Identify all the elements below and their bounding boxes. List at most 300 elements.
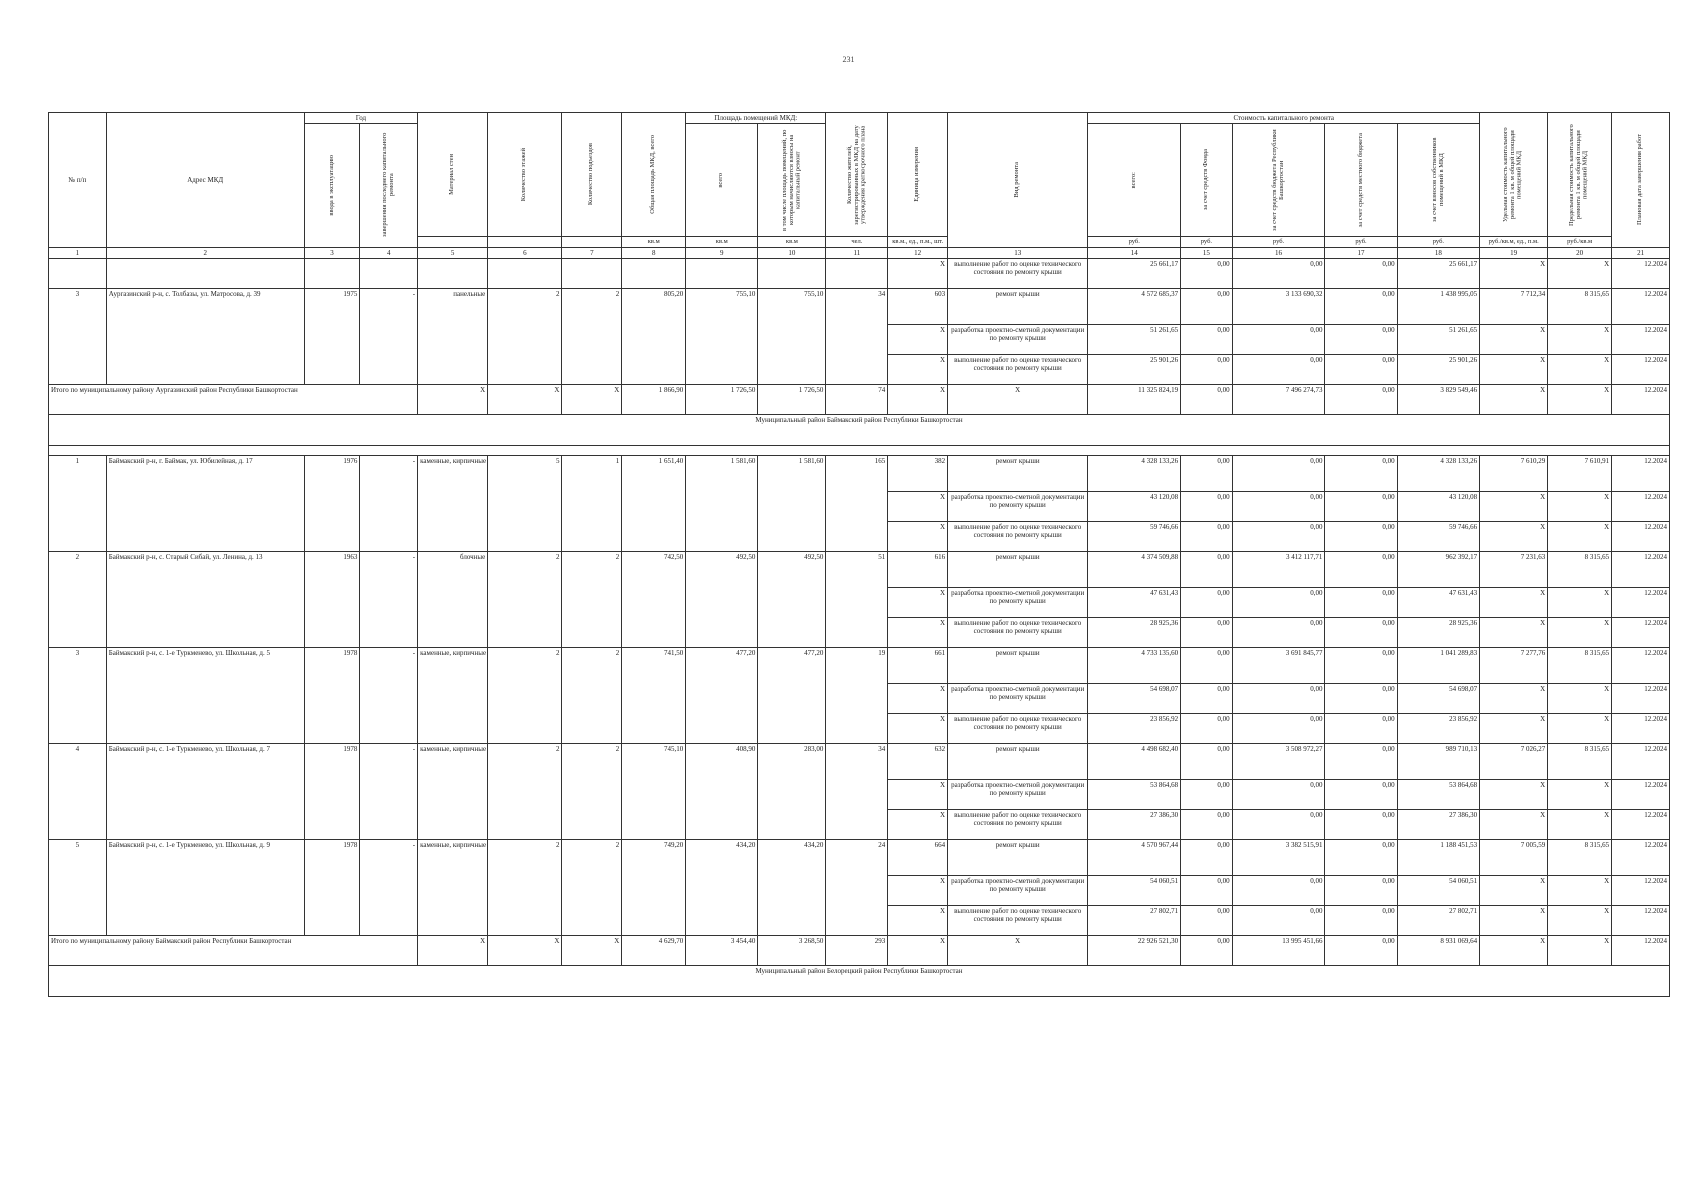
cell-unit-cost: X [1480,779,1548,809]
cell-local: 0,00 [1325,521,1397,551]
cell-empty [488,258,562,288]
cell-date: 12.2024 [1612,455,1670,491]
spacer-row [49,445,1670,455]
cell-total: 4 328 133,26 [1088,455,1181,491]
cell-residents: 165 [826,455,888,551]
header-date: Плановая дата завершения работ [1612,113,1670,248]
cell-rb: 3 382 515,91 [1232,839,1325,875]
cell-unit: X [888,354,948,384]
cell-wall: каменные, кирпичные [418,647,488,743]
cell-limit: X [1548,521,1612,551]
cell-no: 1 [49,455,107,551]
cell-wall: X [418,384,488,414]
cell-fund: 0,00 [1181,905,1233,935]
cell-owners: 989 710,13 [1397,743,1480,779]
cell-repair-year: - [360,551,418,647]
cell-unit: 603 [888,288,948,324]
cell-total-area: 805,20 [622,288,686,384]
cell-wall: каменные, кирпичные [418,839,488,935]
cell-rb: 0,00 [1232,809,1325,839]
cell-unit-cost: X [1480,491,1548,521]
cell-local: 0,00 [1325,839,1397,875]
cell-area-all: 3 454,40 [686,935,758,965]
cell-owners: 53 864,68 [1397,779,1480,809]
cell-unit: X [888,324,948,354]
cell-entrances: 2 [562,647,622,743]
cell-total: 25 901,26 [1088,354,1181,384]
cell-residents: 34 [826,743,888,839]
cell-unit-cost: 7 277,76 [1480,647,1548,683]
cell-floors: 2 [488,743,562,839]
cell-date: 12.2024 [1612,384,1670,414]
capital-repair-table [48,112,1670,997]
cell-work: разработка проектно-сметной документации по ремонту крыши [948,683,1088,713]
cell-empty [758,258,826,288]
cell-rb: 0,00 [1232,491,1325,521]
cell-area-all: 477,20 [686,647,758,743]
cell-owners: 1 438 995,05 [1397,288,1480,324]
cell-limit: X [1548,905,1612,935]
cell-total: 28 925,36 [1088,617,1181,647]
cell-address: Баймакский р-н, с. Старый Сибай, ул. Ленина, д. 13 [106,551,304,647]
cell-empty [49,258,107,288]
cell-area-fee: 434,20 [758,839,826,935]
cell-work: ремонт крыши [948,455,1088,491]
cell-owners: 25 901,26 [1397,354,1480,384]
cell-unit: 661 [888,647,948,683]
cell-unit: 382 [888,455,948,491]
cell-unit: X [888,779,948,809]
cell-total: 4 570 967,44 [1088,839,1181,875]
cell-unit: X [888,587,948,617]
cell-local: 0,00 [1325,324,1397,354]
header-cost-fund: за счет средств Фонда [1181,124,1233,237]
cell-floors: 2 [488,839,562,935]
cell-total: 43 120,08 [1088,491,1181,521]
header-work: Вид ремонта [948,113,1088,248]
cell-repair-year: - [360,455,418,551]
section-row [49,965,1670,996]
cell-local: 0,00 [1325,683,1397,713]
cell-area-fee: 492,50 [758,551,826,647]
cell-empty [304,258,360,288]
cell-total: 4 498 682,40 [1088,743,1181,779]
header-cost-total: всего: [1088,124,1181,237]
cell-work: разработка проектно-сметной документации по ремонту крыши [948,779,1088,809]
cell-unit: X [888,491,948,521]
cell-unit-cost: 7 026,27 [1480,743,1548,779]
cell-work: разработка проектно-сметной документации по ремонту крыши [948,587,1088,617]
cell-unit-cost: X [1480,905,1548,935]
header-area-all: всего [686,124,758,237]
cell-unit: 664 [888,839,948,875]
table-row [49,551,1670,587]
header-cost-rb: за счет средств бюджета Республики Башкортостан [1232,124,1325,237]
cell-date: 12.2024 [1612,354,1670,384]
cell-fund: 0,00 [1181,587,1233,617]
cell-fund: 0,00 [1181,455,1233,491]
cell-work: выполнение работ по оценке технического состояния по ремонту крыши [948,258,1088,288]
cell-date: 12.2024 [1612,288,1670,324]
cell-work: ремонт крыши [948,647,1088,683]
cell-fund: 0,00 [1181,521,1233,551]
cell-limit: X [1548,809,1612,839]
cell-rb: 0,00 [1232,683,1325,713]
cell-fund: 0,00 [1181,743,1233,779]
cell-floors: 2 [488,551,562,647]
cell-fund: 0,00 [1181,875,1233,905]
cell-empty [49,445,1670,455]
header-group-year: Год [304,113,417,124]
cell-work: разработка проектно-сметной документации по ремонту крыши [948,324,1088,354]
header-wall: Материал стен [418,113,488,237]
cell-area-all: 434,20 [686,839,758,935]
cell-limit: 8 315,65 [1548,743,1612,779]
cell-rb: 0,00 [1232,617,1325,647]
header-total-area: Общая площадь МКД, всего [622,113,686,237]
cell-no: 2 [49,551,107,647]
cell-entr: X [562,384,622,414]
cell-owners: 4 328 133,26 [1397,455,1480,491]
cell-residents: 293 [826,935,888,965]
cell-total: 22 926 521,30 [1088,935,1181,965]
cell-owners: 43 120,08 [1397,491,1480,521]
cell-work: ремонт крыши [948,551,1088,587]
cell-fund: 0,00 [1181,935,1233,965]
cell-fund: 0,00 [1181,839,1233,875]
cell-total: 4 374 509,88 [1088,551,1181,587]
cell-entrances: 2 [562,551,622,647]
cell-unit-cost: 7 610,29 [1480,455,1548,491]
cell-residents: 74 [826,384,888,414]
table-row [49,647,1670,683]
header-group-area: Площадь помещений МКД: [686,113,826,124]
cell-area-all: 492,50 [686,551,758,647]
cell-rb: 0,00 [1232,905,1325,935]
cell-unit-cost: X [1480,809,1548,839]
header-area-fee: в том числе площадь помещений, по которым начисляются взносы на капитальный ремонт [758,124,826,237]
cell-owners: 8 931 069,64 [1397,935,1480,965]
cell-address: Аургазинский р-н, с. Толбазы, ул. Матросова, д. 39 [106,288,304,384]
cell-empty [418,258,488,288]
cell-limit: X [1548,779,1612,809]
cell-local: 0,00 [1325,288,1397,324]
cell-unit-cost: 7 712,34 [1480,288,1548,324]
cell-unit-cost: 7 005,59 [1480,839,1548,875]
cell-floors: 2 [488,647,562,743]
cell-unit: X [888,905,948,935]
cell-limit: 7 610,91 [1548,455,1612,491]
cell-local: 0,00 [1325,647,1397,683]
cell-limit: X [1548,384,1612,414]
cell-unit: 616 [888,551,948,587]
cell-no: 5 [49,839,107,935]
cell-limit: X [1548,354,1612,384]
cell-year: 1978 [304,839,360,935]
cell-unit: X [888,521,948,551]
cell-unit-cost: X [1480,521,1548,551]
cell-work: выполнение работ по оценке технического состояния по ремонту крыши [948,809,1088,839]
cell-rb: 3 412 117,71 [1232,551,1325,587]
cell-year: 1978 [304,647,360,743]
cell-local: 0,00 [1325,384,1397,414]
cell-empty [562,258,622,288]
cell-limit: 8 315,65 [1548,839,1612,875]
cell-limit: X [1548,258,1612,288]
cell-year: 1975 [304,288,360,384]
total-row [49,935,1670,965]
cell-local: 0,00 [1325,551,1397,587]
cell-limit: 8 315,65 [1548,288,1612,324]
cell-limit: X [1548,713,1612,743]
cell-date: 12.2024 [1612,839,1670,875]
cell-area-fee: 755,10 [758,288,826,384]
table-header [49,113,1670,259]
cell-total: 27 386,30 [1088,809,1181,839]
cell-date: 12.2024 [1612,743,1670,779]
cell-work: X [948,935,1088,965]
column-numbers-row: 1 2 3 4 5 6 7 8 9 10 11 12 13 14 15 16 17 18 19 20 21 [49,247,1670,258]
table-body [49,258,1670,996]
cell-owners: 23 856,92 [1397,713,1480,743]
cell-date: 12.2024 [1612,809,1670,839]
cell-wall: каменные, кирпичные [418,743,488,839]
table-row [49,839,1670,875]
cell-fund: 0,00 [1181,683,1233,713]
cell-rb: 0,00 [1232,587,1325,617]
cell-empty [686,258,758,288]
cell-no: 4 [49,743,107,839]
cell-local: 0,00 [1325,809,1397,839]
cell-entrances: 2 [562,839,622,935]
cell-wall: блочные [418,551,488,647]
cell-rb: 0,00 [1232,521,1325,551]
cell-total: 51 261,65 [1088,324,1181,354]
cell-entr: X [562,935,622,965]
cell-rb: 3 508 972,27 [1232,743,1325,779]
header-floors: Количество этажей [488,113,562,237]
cell-local: 0,00 [1325,455,1397,491]
cell-limit: 8 315,65 [1548,551,1612,587]
cell-local: 0,00 [1325,875,1397,905]
cell-area-all: 1 726,50 [686,384,758,414]
cell-fund: 0,00 [1181,551,1233,587]
table-row [49,288,1670,324]
cell-date: 12.2024 [1612,905,1670,935]
cell-fund: 0,00 [1181,647,1233,683]
cell-floors: 5 [488,455,562,551]
header-no: № п/п [49,113,107,248]
cell-total: 25 661,17 [1088,258,1181,288]
cell-repair-year: - [360,743,418,839]
header-address: Адрес МКД [106,113,304,248]
section-row [49,414,1670,445]
cell-owners: 54 060,51 [1397,875,1480,905]
cell-total: 53 864,68 [1088,779,1181,809]
cell-fund: 0,00 [1181,324,1233,354]
units-row: кв.м кв.м кв.м чел. кв.м., ед., п.м., шт. руб. руб. руб. руб. руб. руб./кв.м, ед., п.м. руб./кв.м [49,237,1670,247]
cell-limit: X [1548,587,1612,617]
cell-unit-cost: X [1480,875,1548,905]
cell-fund: 0,00 [1181,258,1233,288]
cell-work: выполнение работ по оценке технического состояния по ремонту крыши [948,354,1088,384]
cell-total-area: 1 651,40 [622,455,686,551]
cell-fund: 0,00 [1181,354,1233,384]
cell-area-fee: 1 726,50 [758,384,826,414]
cell-owners: 51 261,65 [1397,324,1480,354]
cell-limit: 8 315,65 [1548,647,1612,683]
cell-limit: X [1548,324,1612,354]
cell-unit: X [888,713,948,743]
cell-total: 11 325 824,19 [1088,384,1181,414]
cell-unit-cost: X [1480,354,1548,384]
cell-unit: X [888,809,948,839]
cell-date: 12.2024 [1612,875,1670,905]
cell-floors: 2 [488,288,562,384]
cell-owners: 54 698,07 [1397,683,1480,713]
cell-year: 1963 [304,551,360,647]
header-residents: Количество жителей, зарегистрированных в МКД на дату утверждения краткосрочного плана [826,113,888,237]
cell-owners: 27 802,71 [1397,905,1480,935]
cell-date: 12.2024 [1612,713,1670,743]
table-row [49,455,1670,491]
cell-work: ремонт крыши [948,288,1088,324]
cell-fund: 0,00 [1181,617,1233,647]
cell-fund: 0,00 [1181,491,1233,521]
header-group-cost: Стоимость капитального ремонта [1088,113,1480,124]
cell-owners: 3 829 549,46 [1397,384,1480,414]
cell-address: Баймакский р-н, с. 1-е Туркменево, ул. Школьная, д. 7 [106,743,304,839]
cell-local: 0,00 [1325,491,1397,521]
cell-address: Баймакский р-н, с. 1-е Туркменево, ул. Школьная, д. 9 [106,839,304,935]
cell-rb: 0,00 [1232,354,1325,384]
cell-local: 0,00 [1325,258,1397,288]
cell-unit-cost: X [1480,384,1548,414]
cell-repair-year: - [360,288,418,384]
cell-residents: 19 [826,647,888,743]
cell-rb: 0,00 [1232,713,1325,743]
cell-unit-cost: X [1480,587,1548,617]
cell-total: 54 698,07 [1088,683,1181,713]
cell-unit-cost: X [1480,713,1548,743]
cell-limit: X [1548,683,1612,713]
cell-entrances: 2 [562,288,622,384]
cell-date: 12.2024 [1612,779,1670,809]
cell-rb: 3 133 690,32 [1232,288,1325,324]
cell-total: 4 733 135,60 [1088,647,1181,683]
cell-date: 12.2024 [1612,258,1670,288]
cell-local: 0,00 [1325,905,1397,935]
cell-unit: X [888,258,948,288]
cell-limit: X [1548,875,1612,905]
cell-unit: X [888,935,948,965]
header-unit-cost: Удельная стоимость капитального ремонта 1 кв. м общей площади помещений МКД [1480,113,1548,237]
cell-rb: 0,00 [1232,258,1325,288]
cell-total-area: 741,50 [622,647,686,743]
cell-empty [826,258,888,288]
cell-limit: X [1548,935,1612,965]
cell-rb: 13 995 451,66 [1232,935,1325,965]
cell-total: 4 572 685,37 [1088,288,1181,324]
cell-local: 0,00 [1325,713,1397,743]
cell-work: выполнение работ по оценке технического состояния по ремонту крыши [948,521,1088,551]
cell-total-label: Итого по муниципальному району Аургазинский район Республики Башкортостан [49,384,418,414]
cell-total-area: 4 629,70 [622,935,686,965]
cell-owners: 47 631,43 [1397,587,1480,617]
cell-fund: 0,00 [1181,713,1233,743]
header-year-repair: завершения последнего капитального ремонта [360,124,418,247]
cell-wall: X [418,935,488,965]
cell-owners: 25 661,17 [1397,258,1480,288]
cell-unit-cost: X [1480,617,1548,647]
header-cost-local: за счет средств местного бюджета [1325,124,1397,237]
cell-unit: X [888,617,948,647]
cell-total: 23 856,92 [1088,713,1181,743]
cell-rb: 0,00 [1232,324,1325,354]
cell-wall: каменные, кирпичные [418,455,488,551]
cell-date: 12.2024 [1612,324,1670,354]
cell-total-area: 742,50 [622,551,686,647]
header-year-commission: ввода в эксплуатацию [304,124,360,247]
cell-empty [106,258,304,288]
cell-local: 0,00 [1325,935,1397,965]
cell-unit-cost: X [1480,324,1548,354]
cell-residents: 51 [826,551,888,647]
cell-entrances: 1 [562,455,622,551]
cell-address: Баймакский р-н, с. 1-е Туркменево, ул. Школьная, д. 5 [106,647,304,743]
table-row [49,258,1670,288]
cell-owners: 962 392,17 [1397,551,1480,587]
cell-date: 12.2024 [1612,491,1670,521]
cell-total-area: 1 866,90 [622,384,686,414]
cell-work: выполнение работ по оценке технического состояния по ремонту крыши [948,713,1088,743]
cell-area-all: 408,90 [686,743,758,839]
section-title: Муниципальный район Баймакский район Республики Башкортостан [49,414,1670,445]
cell-fund: 0,00 [1181,384,1233,414]
cell-area-fee: 1 581,60 [758,455,826,551]
cell-rb: 0,00 [1232,875,1325,905]
total-row [49,384,1670,414]
table-row [49,743,1670,779]
cell-unit-cost: X [1480,935,1548,965]
cell-unit: X [888,384,948,414]
cell-local: 0,00 [1325,779,1397,809]
cell-total: 47 631,43 [1088,587,1181,617]
cell-work: выполнение работ по оценке технического состояния по ремонту крыши [948,905,1088,935]
cell-address: Баймакский р-н, г. Баймак, ул. Юбилейная, д. 17 [106,455,304,551]
cell-area-fee: 477,20 [758,647,826,743]
header-entrances: Количество подъездов [562,113,622,237]
cell-date: 12.2024 [1612,683,1670,713]
cell-local: 0,00 [1325,587,1397,617]
cell-local: 0,00 [1325,617,1397,647]
header-cost-owners: за счет взносов собственников помещений в МКД [1397,124,1480,237]
cell-work: разработка проектно-сметной документации по ремонту крыши [948,875,1088,905]
cell-empty [360,258,418,288]
cell-empty [622,258,686,288]
cell-total: 59 746,66 [1088,521,1181,551]
cell-owners: 27 386,30 [1397,809,1480,839]
cell-repair-year: - [360,647,418,743]
cell-work: ремонт крыши [948,839,1088,875]
cell-rb: 7 496 274,73 [1232,384,1325,414]
cell-fund: 0,00 [1181,779,1233,809]
cell-owners: 1 041 289,83 [1397,647,1480,683]
cell-no: 3 [49,288,107,384]
cell-total-area: 745,10 [622,743,686,839]
cell-total: 54 060,51 [1088,875,1181,905]
cell-unit-cost: 7 231,63 [1480,551,1548,587]
